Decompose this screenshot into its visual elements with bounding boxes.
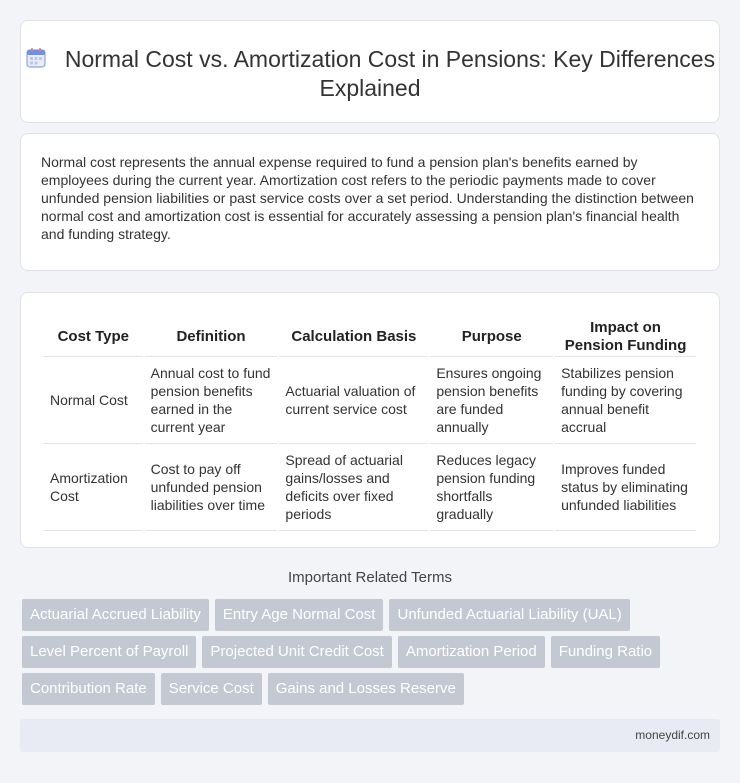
cell-cost-type: Normal Cost [44, 357, 143, 444]
related-term-tag[interactable]: Gains and Losses Reserve [268, 673, 464, 705]
intro-card [20, 133, 720, 271]
table-header-row [44, 317, 696, 357]
title-text: Normal Cost vs. Amortization Cost in Pensions: Key Differences Explained [64, 46, 716, 101]
related-term-tag[interactable]: Entry Age Normal Cost [215, 599, 384, 631]
cell-definition: Annual cost to fund pension benefits earned in the current year [145, 357, 278, 444]
page-title [21, 45, 719, 103]
header-calculation-basis: Calculation Basis [279, 317, 428, 357]
header-impact: Impact on Pension Funding [555, 317, 696, 357]
related-terms-list [22, 599, 712, 705]
cell-purpose: Ensures ongoing pension benefits are funded annually [430, 357, 553, 444]
calendar-icon [25, 47, 47, 69]
cell-purpose: Reduces legacy pension funding shortfalls gradually [430, 444, 553, 531]
comparison-table-card [20, 292, 720, 548]
intro-paragraph: Normal cost represents the annual expense required to fund a pension plan's benefits earned by employees during the current year. Amortization cost refers to the periodic payments made to cover unfunded pension liabilities or past service costs over a set period. Understanding the distinction between normal cost and amortization cost is essential for accurately assessing a pension plan's financial health and funding strategy. [41, 154, 694, 242]
cell-cost-type: Amortization Cost [44, 444, 143, 531]
header-cost-type: Cost Type [44, 317, 143, 357]
cell-definition: Cost to pay off unfunded pension liabilities over time [145, 444, 278, 531]
table-row [44, 444, 696, 531]
cell-calculation-basis: Spread of actuarial gains/losses and deficits over fixed periods [279, 444, 428, 531]
cell-impact: Improves funded status by eliminating unfunded liabilities [555, 444, 696, 531]
header-definition: Definition [145, 317, 278, 357]
related-term-tag[interactable]: Level Percent of Payroll [22, 636, 196, 668]
title-card [20, 20, 720, 123]
cell-impact: Stabilizes pension funding by covering annual benefit accrual [555, 357, 696, 444]
cell-calculation-basis: Actuarial valuation of current service cost [279, 357, 428, 444]
comparison-table [42, 317, 698, 531]
related-term-tag[interactable]: Funding Ratio [551, 636, 660, 668]
related-terms-title: Important Related Terms [288, 569, 452, 586]
related-term-tag[interactable]: Projected Unit Credit Cost [202, 636, 391, 668]
header-purpose: Purpose [430, 317, 553, 357]
related-term-tag[interactable]: Amortization Period [398, 636, 545, 668]
related-term-tag[interactable]: Actuarial Accrued Liability [22, 599, 209, 631]
related-term-tag[interactable]: Contribution Rate [22, 673, 155, 705]
footer-site[interactable]: moneydif.com [635, 728, 710, 742]
related-term-tag[interactable]: Service Cost [161, 673, 262, 705]
footer [20, 719, 720, 752]
table-row [44, 357, 696, 444]
related-term-tag[interactable]: Unfunded Actuarial Liability (UAL) [389, 599, 629, 631]
